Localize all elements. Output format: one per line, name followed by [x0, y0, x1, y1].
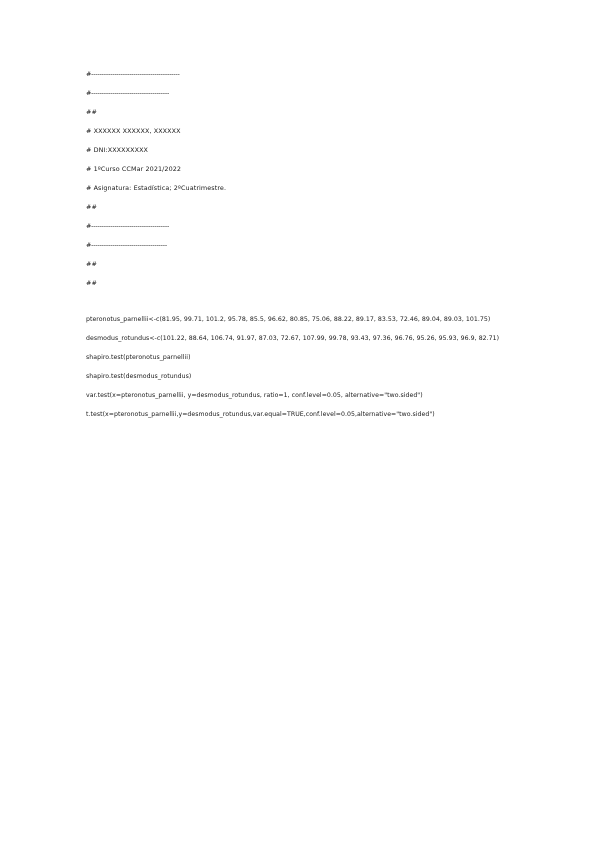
document-body — [86, 70, 526, 430]
comment-line: ## — [86, 260, 97, 268]
comment-line: ## — [86, 203, 97, 211]
r-code-block — [86, 316, 526, 419]
comment-line: ## — [86, 279, 97, 287]
comment-separator-line: #------------------------------------- — [86, 89, 170, 97]
code-line-shapiro-desmodus: shapiro.test(desmodus_rotundus) — [86, 373, 192, 380]
comment-line: ## — [86, 108, 97, 116]
code-line-t-test: t.test(x=pteronotus_parnellii,y=desmodus_rotundus,var.equal=TRUE,conf.level=0.05,alternative="two.sided") — [86, 411, 435, 418]
course-line: # 1ºCurso CCMar 2021/2022 — [86, 165, 182, 173]
code-line-desmodus-vector: desmodus_rotundus<-c(101.22, 88.64, 106.74, 91.97, 87.03, 72.67, 107.99, 99.78, 93.43, 97.36, 96.76, 95.26, 95.93, 96.9, 82.71) — [86, 335, 500, 342]
code-line-pteronotus-vector: pteronotus_parnellii<-c(81.95, 99.71, 101.2, 95.78, 85.5, 96.62, 80.85, 75.06, 88.22, 89.17, 83.53, 72.46, 89.04, 89.03, 101.75) — [86, 316, 491, 323]
author-name-line: # XXXXXX XXXXXX, XXXXXX — [86, 127, 181, 135]
comment-separator-line: #------------------------------------------ — [86, 70, 180, 78]
comment-separator-line: #------------------------------------ — [86, 241, 167, 249]
subject-line: # Asignatura: Estadística; 2ºCuatrimestre. — [86, 184, 227, 192]
comment-separator-line: #------------------------------------- — [86, 222, 170, 230]
code-line-var-test: var.test(x=pteronotus_parnellii, y=desmodus_rotundus, ratio=1, conf.level=0.05, alternative="two.sided") — [86, 392, 423, 399]
dni-line: # DNI:XXXXXXXXX — [86, 146, 149, 154]
section-spacer — [86, 298, 526, 316]
code-line-shapiro-pteronotus: shapiro.test(pteronotus_parnellii) — [86, 354, 191, 361]
